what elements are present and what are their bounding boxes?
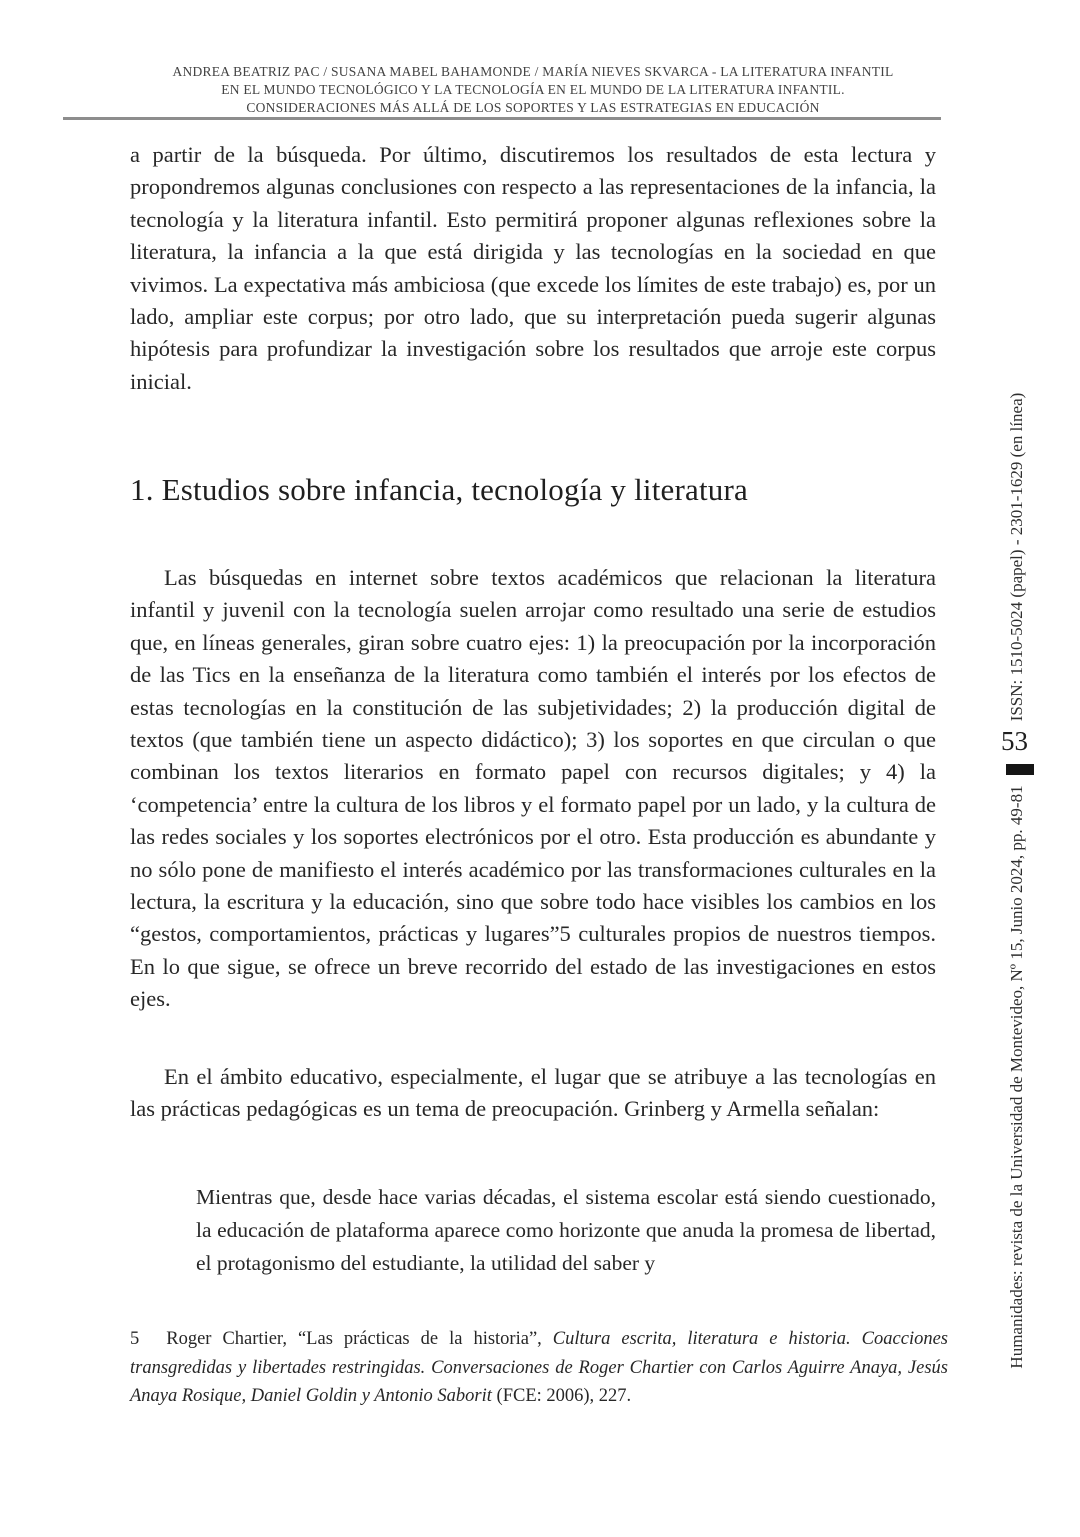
footnote-lead-text: Roger Chartier, “Las prácticas de la historia”,	[166, 1329, 553, 1349]
footnote-number: 5	[130, 1329, 140, 1349]
header-divider-rule	[63, 117, 941, 120]
page-number-marker-bar	[1006, 764, 1034, 775]
footnote-tail-text: (FCE: 2006), 227.	[491, 1386, 632, 1406]
running-header-line-1: ANDREA BEATRIZ PAC / SUSANA MABEL BAHAMONDE / MARÍA NIEVES SKVARCA - LA LITERATURA INFANTIL	[172, 64, 894, 79]
section-heading: 1. Estudios sobre infancia, tecnología y literatura	[130, 472, 748, 507]
running-header-line-2: EN EL MUNDO TECNOLÓGICO Y LA TECNOLOGÍA EN EL MUNDO DE LA LITERATURA INFANTIL.	[221, 82, 845, 97]
page-number: 53	[1001, 726, 1028, 756]
body-paragraph-continuation: a partir de la búsqueda. Por último, discutiremos los resultados de esta lectura y propondremos algunas conclusiones con respecto a las representaciones de la infancia, la tecnología y la literatura infantil. Esto permitirá proponer algunas reflexiones sobre la literatura, la infancia a la que está dirigida y las tecnologías en la sociedad en que vivimos. La expectativa más ambiciosa (que excede los límites de este trabajo) es, por un lado, ampliar este corpus; por otro lado, que su interpretación pueda sugerir algunas hipótesis para profundizar la investigación sobre los resultados que arroje este corpus inicial.	[130, 142, 936, 394]
issn-vertical-label: ISSN: 1510-5024 (papel) - 2301-1629 (en línea)	[1007, 392, 1026, 722]
running-header-line-3: CONSIDERACIONES MÁS ALLÁ DE LOS SOPORTES Y LAS ESTRATEGIAS EN EDUCACIÓN	[246, 100, 820, 115]
running-header	[118, 63, 948, 117]
body-paragraph-studies: Las búsquedas en internet sobre textos académicos que relacionan la literatura infantil y juvenil con la tecnología suelen arrojar como resultado una serie de estudios que, en líneas generales, giran sobre cuatro ejes: 1) la preocupación por la incorporación de las Tics en la enseñanza de la literatura como también el interés por los efectos de estas tecnologías en la constitución de las subjetividades; 2) la producción digital de textos (que también tiene un aspecto didáctico); 3) los soportes en que circulan o que combinan los textos literarios en formato papel con recursos digitales; y 4) la ‘competencia’ entre la cultura de los libros y el formato papel por un lado, y la cultura de las redes sociales y los soportes electrónicos por el otro. Esta producción es abundante y no sólo pone de manifiesto el interés académico por las transformaciones culturales en la lectura, la escritura y la educación, sino que sobre todo hace visibles los cambios en los “gestos, comportamientos, prácticas y lugares”5 culturales propios de nuestros tiempos. En lo que sigue, se ofrece un breve recorrido del estado de las investigaciones en estos ejes.	[130, 565, 936, 1012]
footnote-italic-title: Cultura escrita, literatura e historia. Coacciones transgredidas y libertades restringidas. Conversaciones de Roger Chartier con Carlos Aguirre Anaya, Jesús Anaya Rosique, Daniel Goldin y Antonio Saborit	[130, 1329, 948, 1406]
body-paragraph-education: En el ámbito educativo, especialmente, el lugar que se atribuye a las tecnologías en las prácticas pedagógicas es un tema de preocupación. Grinberg y Armella señalan:	[130, 1064, 936, 1122]
footnote	[130, 1325, 948, 1411]
block-quotation: Mientras que, desde hace varias décadas, el sistema escolar está siendo cuestionado, la educación de plataforma aparece como horizonte que anuda la promesa de libertad, el protagonismo del estudiante, la utilidad del saber y	[196, 1185, 936, 1275]
journal-vertical-label: Humanidades: revista de la Universidad de Montevideo, Nº 15, Junio 2024, pp. 49-81	[1007, 785, 1026, 1369]
